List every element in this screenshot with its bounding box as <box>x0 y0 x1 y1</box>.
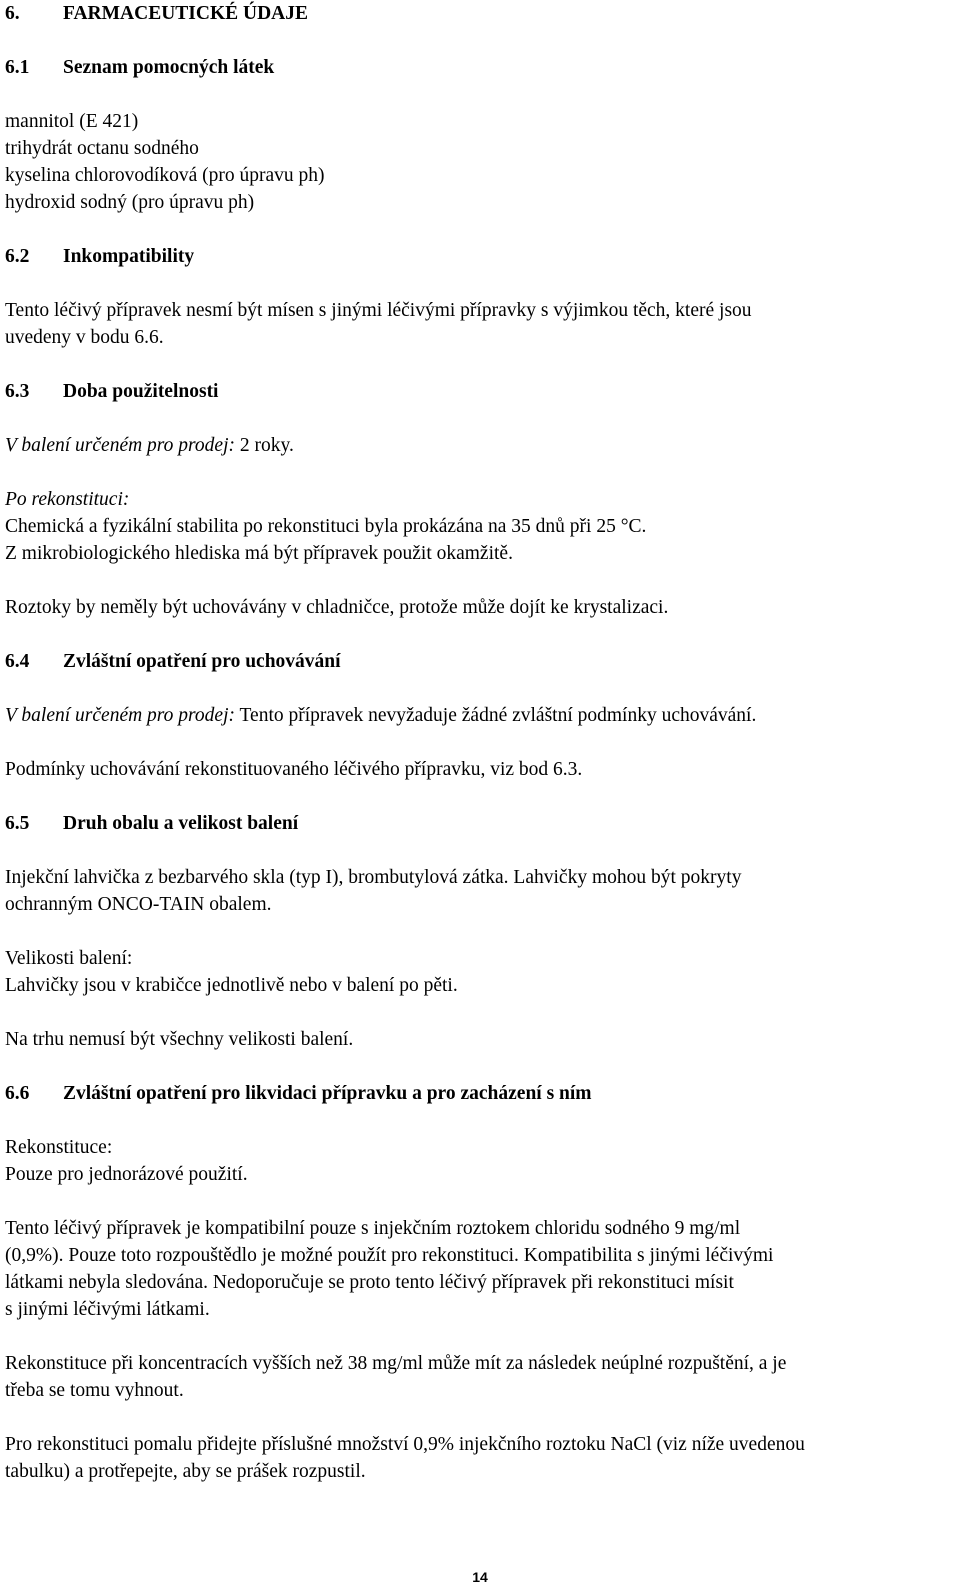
section-6-2-heading <box>5 243 950 270</box>
paragraph-line: Tento léčivý přípravek nesmí být mísen s jinými léčivými přípravky s výjimkou těch, které jsou <box>5 300 752 321</box>
pack-sizes-value: Lahvičky jsou v krabičce jednotlivě nebo v balení po pěti. <box>5 975 458 996</box>
excipient-item: kyselina chlorovodíková (pro úpravu ph) <box>5 165 325 186</box>
excipient-item: mannitol (E 421) <box>5 111 139 132</box>
sale-label: V balení určeném pro prodej: <box>5 435 235 456</box>
page-number: 14 <box>472 1569 488 1585</box>
sale-value: Tento přípravek nevyžaduje žádné zvláštní podmínky uchovávání. <box>234 705 757 726</box>
paragraph-line: uvedeny v bodu 6.6. <box>5 327 164 348</box>
section-title: Inkompatibility <box>63 246 195 267</box>
paragraph-line: Rekonstituce při koncentracích vyšších než 38 mg/ml může mít za následek neúplné rozpuštění, a je <box>5 1353 787 1374</box>
paragraph-line: Roztoky by neměly být uchovávány v chladničce, protože může dojít ke krystalizaci. <box>5 597 669 618</box>
section-6-4-heading <box>5 648 950 675</box>
pack-sizes-label: Velikosti balení: <box>5 948 133 969</box>
section-title: Seznam pomocných látek <box>63 57 275 78</box>
section-number: 6.5 <box>5 813 30 834</box>
section-title: FARMACEUTICKÉ ÚDAJE <box>63 3 309 24</box>
paragraph-line: Injekční lahvička z bezbarvého skla (typ I), brombutylová zátka. Lahvičky mohou být pokryty <box>5 867 742 888</box>
paragraph-line: Z mikrobiologického hlediska má být přípravek použit okamžitě. <box>5 543 513 564</box>
section-number: 6. <box>5 3 20 24</box>
paragraph-line: s jinými léčivými látkami. <box>5 1299 210 1320</box>
section-6-5-heading <box>5 810 950 837</box>
section-title: Zvláštní opatření pro likvidaci přípravku a pro zacházení s ním <box>63 1083 592 1104</box>
section-6-1-heading <box>5 54 950 81</box>
paragraph-line: Tento léčivý přípravek je kompatibilní pouze s injekčním roztokem chloridu sodného 9 mg/ml <box>5 1218 741 1239</box>
reconstitution-label: Rekonstituce: <box>5 1137 113 1158</box>
paragraph-line: Chemická a fyzikální stabilita po rekonstituci byla prokázána na 35 dnů při 25 °C. <box>5 516 647 537</box>
section-6-heading <box>5 0 950 27</box>
reconstitution-value: Pouze pro jednorázové použití. <box>5 1164 248 1185</box>
paragraph-line: látkami nebyla sledována. Nedoporučuje se proto tento léčivý přípravek při rekonstituci mísit <box>5 1272 734 1293</box>
paragraph-line: Na trhu nemusí být všechny velikosti balení. <box>5 1029 354 1050</box>
section-number: 6.3 <box>5 381 30 402</box>
reconstitution-label: Po rekonstituci: <box>5 489 130 510</box>
section-title: Doba použitelnosti <box>63 381 219 402</box>
paragraph-line: třeba se tomu vyhnout. <box>5 1380 184 1401</box>
sale-value: 2 roky. <box>234 435 294 456</box>
excipient-item: hydroxid sodný (pro úpravu ph) <box>5 192 255 213</box>
section-number: 6.2 <box>5 246 30 267</box>
section-number: 6.6 <box>5 1083 30 1104</box>
storage-sale <box>5 702 950 729</box>
paragraph-line: Podmínky uchovávání rekonstituovaného léčivého přípravku, viz bod 6.3. <box>5 759 583 780</box>
section-title: Druh obalu a velikost balení <box>63 813 299 834</box>
paragraph-line: ochranným ONCO-TAIN obalem. <box>5 894 272 915</box>
sale-label: V balení určeném pro prodej: <box>5 705 235 726</box>
section-title: Zvláštní opatření pro uchovávání <box>63 651 341 672</box>
paragraph-line: Pro rekonstituci pomalu přidejte příslušné množství 0,9% injekčního roztoku NaCl (viz níže uvedenou <box>5 1434 805 1455</box>
section-number: 6.1 <box>5 57 30 78</box>
section-number: 6.4 <box>5 651 30 672</box>
section-6-3-heading <box>5 378 950 405</box>
excipient-item: trihydrát octanu sodného <box>5 138 199 159</box>
paragraph-line: (0,9%). Pouze toto rozpouštědlo je možné použít pro rekonstituci. Kompatibilita s jinými léčivými <box>5 1245 774 1266</box>
document-page <box>5 0 950 1485</box>
section-6-6-heading <box>5 1080 950 1107</box>
shelf-life-sale <box>5 432 950 459</box>
paragraph-line: tabulku) a protřepejte, aby se prášek rozpustil. <box>5 1461 366 1482</box>
